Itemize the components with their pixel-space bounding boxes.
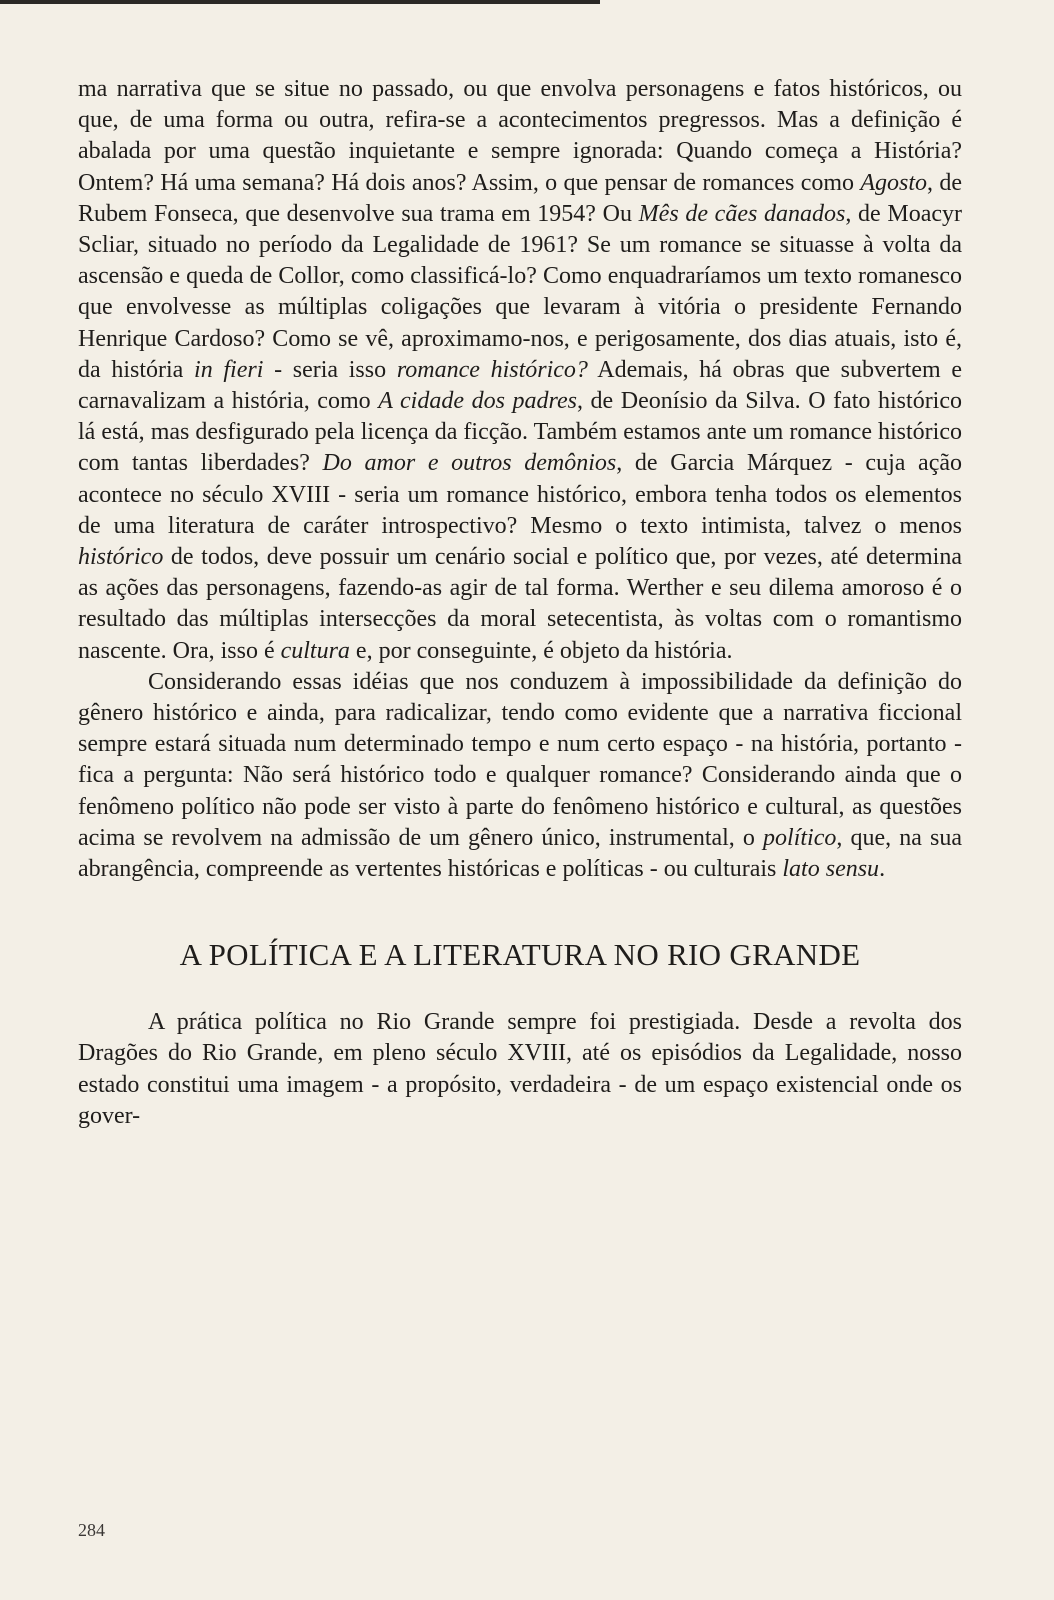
body-paragraph-3 [78,1007,962,1132]
text-run: , que, na sua abrangência, compreende as vertentes históricas e políticas - ou culturais [78,824,963,883]
text-run: . [879,856,886,883]
text-run: Ademais, há obras que subvertem e carnavalizam a história, como [78,356,962,415]
text-run: , de Deonísio da Silva. O fato histórico lá está, mas desfigurado pela licença da ficção. Também estamos ante um romance histórico com tantas liberdades? [78,388,963,477]
text-run: ma narrativa que se situe no passado, ou que envolva personagens e fatos históricos, ou que, de uma forma ou outra, refira-se a acontecimentos pregressos. Mas a definição é abalada por uma questão inquietante e sempre ignorada: Quando começa a História? Ontem? Há uma semana? Há dois anos? Assim, o que pensar de romances como [78,76,962,196]
italic-text: lato sensu [782,856,880,883]
body-paragraph-1 [78,74,962,667]
italic-text: político [763,824,837,851]
text-run: - seria isso [263,356,397,383]
italic-text: Mês de cães danados [638,200,846,227]
body-paragraph-2 [78,667,962,885]
italic-text: romance histórico? [396,356,588,383]
italic-text: Do amor e outros demônios [322,450,617,477]
text-run: , de Garcia Márquez - cuja ação acontece no século XVIII - seria um romance histórico, embora tenha todos os elementos de uma literatura de caráter introspectivo? Mesmo o texto intimista, talvez o menos [78,450,963,539]
text-run: e, por conseguinte, é objeto da história. [349,637,733,664]
text-run: de todos, deve possuir um cenário social e político que, por vezes, até determina as ações das personagens, fazendo-as agir de tal forma. Werther e seu dilema amoroso é o resultado das múltiplas intersecções da moral setecentista, às voltas com o romantismo nascente. Ora, isso é [78,544,962,664]
text-run: , de Moacyr Scliar, situado no período da Legalidade de 1961? Se um romance se situasse à volta da ascensão e queda de Collor, como classificá-lo? Como enquadraríamos um texto romanesco que envolvesse as múltiplas coligações que levaram à vitória o presidente Fernando Henrique Cardoso? Como se vê, aproximamo-nos, e perigosamente, dos dias atuais, isto é, da história [78,200,962,383]
italic-text: Agosto [860,169,928,196]
italic-text: histórico [78,544,164,571]
top-rule [0,0,600,4]
section-heading: A POLÍTICA E A LITERATURA NO RIO GRANDE [179,937,861,973]
text-run: Considerando essas idéias que nos conduzem à impossibilidade da definição do gênero histórico e ainda, para radicalizar, tendo como evidente que a narrativa ficcional sempre estará situada num determinado tempo e num certo espaço - na história, portanto - fica a pergunta: Não será histórico todo e qualquer romance? Considerando ainda que o fenômeno político não pode ser visto à parte do fenômeno histórico e cultural, as questões acima se revolvem na admissão de um gênero único, instrumental, o [78,668,962,851]
page-number: 284 [78,1520,105,1540]
italic-text: cultura [280,637,350,664]
italic-text: A cidade dos padres [378,388,577,415]
page-body [78,74,962,1132]
text-run: , de Rubem Fonseca, que desenvolve sua trama em 1954? Ou [78,169,962,227]
italic-text: in fieri [194,356,264,383]
text-run: A prática política no Rio Grande sempre foi prestigiada. Desde a revolta dos Dragões do Rio Grande, em pleno século XVIII, até os episódios da Legalidade, nosso estado constitui uma imagem - a propósito, verdadeira - de um espaço existencial onde os gover- [78,1009,962,1129]
